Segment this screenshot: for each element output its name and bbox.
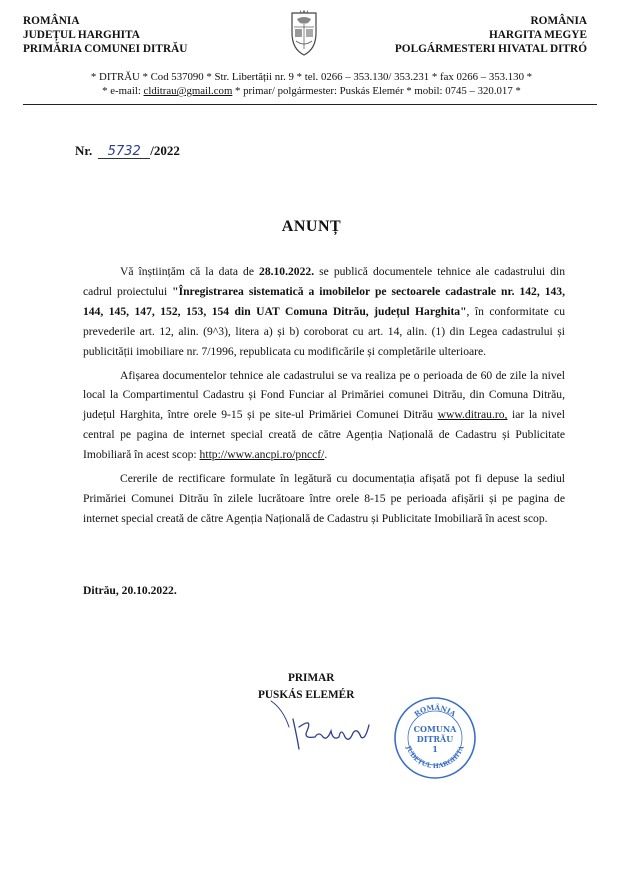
registration-number-suffix: /2022 xyxy=(150,143,180,158)
registration-number-value: 5732 xyxy=(98,145,150,159)
paragraph-3: Cererile de rectificare formulate în legătură cu documentația afișată pot fi depuse la sediul Primăriei Comunei Ditrău în zilele lucrătoare între orele 8-15 pe perioada afișării și pe pagina de internet special creată de către Agenția Națională de Cadastru și Publicitate Imobiliară în acest scop. xyxy=(83,472,565,525)
paragraph-2-text-b: iar la nivel central pe pagina de internet special creată de către Agenția Națională de Cadastru și Publicitate Imobiliară în acest scop: xyxy=(83,408,565,462)
site-link[interactable]: www.ditrau.ro, xyxy=(437,408,508,422)
handwritten-signature xyxy=(253,697,383,757)
stamp-top-text: ROMÂNIA xyxy=(412,702,458,719)
paragraph-2-text-c: . xyxy=(324,448,328,462)
signatory-name: PUSKÁS ELEMÉR xyxy=(258,689,355,701)
place-and-date: Ditrău, 20.10.2022. xyxy=(83,584,177,597)
header-right xyxy=(395,14,587,56)
contact-email-prefix: * e-mail: xyxy=(102,85,144,97)
header-left-country: ROMÂNIA xyxy=(23,15,80,27)
coat-of-arms-icon xyxy=(286,9,322,57)
header-right-county: HARGITA MEGYE xyxy=(488,29,587,41)
paragraph-2-text-a: Afișarea documentelor tehnice ale cadastrului se va realiza pe o perioada de 60 de zile la nivel local la Compartimentul Cadastru și Fond Funciar al Primăriei comunei Ditrău, din Comuna Ditrău, județul Harghita, între orele 9-15 și pe site-ul Primăriei Comunei Ditrău xyxy=(83,368,565,422)
publication-date: 28.10.2022. xyxy=(259,265,315,278)
paragraph-1-text-b: se publică documentele tehnice ale cadastrului din cadrul proiectului xyxy=(83,265,566,298)
contact-line-2-suffix: * primar/ polgármester: Puskás Elemér * mobil: 0745 – 320.017 * xyxy=(232,85,521,97)
header-right-country: ROMÂNIA xyxy=(530,15,587,27)
paragraph-1 xyxy=(83,262,565,362)
paragraph-1-text-c: , în conformitate cu prevederile art. 12, alin. (9^3), litera a) și b) coroborat cu art. 14, alin. (1) din Legea cadastrului și publicității imobiliare nr. 7/1996, republicata cu modificările și completările ulterioare. xyxy=(83,304,565,358)
header-right-office: POLGÁRMESTERI HIVATAL DITRÓ xyxy=(394,43,587,55)
contact-email-link[interactable]: clditrau@gmail.com xyxy=(143,85,233,97)
svg-text:ROMÂNIA xyxy=(412,703,458,719)
stamp-center-3: 1 xyxy=(432,744,438,754)
stamp-center-1: COMUNA xyxy=(413,724,457,734)
signatory-title: PRIMAR xyxy=(288,672,335,684)
registration-number-label: Nr. xyxy=(75,143,93,158)
official-stamp xyxy=(393,696,477,780)
project-title: "Înregistrarea sistematică a imobilelor pe sectoarele cadastrale nr. 142, 143, 144, 145, 147, 152, 153, 154 din UAT Comuna Ditrău, județul Harghita" xyxy=(83,284,565,318)
stamp-bottom-text: JUDEȚUL HARGHITA xyxy=(404,744,466,771)
header-divider xyxy=(23,104,597,105)
header-left-county: JUDEȚUL HARGHITA xyxy=(23,29,140,41)
document-title: ANUNȚ xyxy=(281,218,342,235)
contact-line-2 xyxy=(0,84,623,98)
ancpi-link[interactable]: http://www.ancpi.ro/pnccf/ xyxy=(199,448,325,462)
document-body xyxy=(83,262,565,533)
paragraph-2 xyxy=(83,366,565,466)
contact-info xyxy=(0,70,623,98)
contact-line-1: * DITRĂU * Cod 537090 * Str. Libertății nr. 9 * tel. 0266 – 353.130/ 353.231 * fax 0266 – 353.130 * xyxy=(90,71,533,83)
registration-number xyxy=(75,143,180,159)
paragraph-1-text-a: Vă înștiințăm că la data de xyxy=(120,265,260,278)
stamp-center-2: DITRĂU xyxy=(416,734,454,744)
header-left-office: PRIMĂRIA COMUNEI DITRĂU xyxy=(23,43,188,55)
header-left xyxy=(23,14,187,56)
